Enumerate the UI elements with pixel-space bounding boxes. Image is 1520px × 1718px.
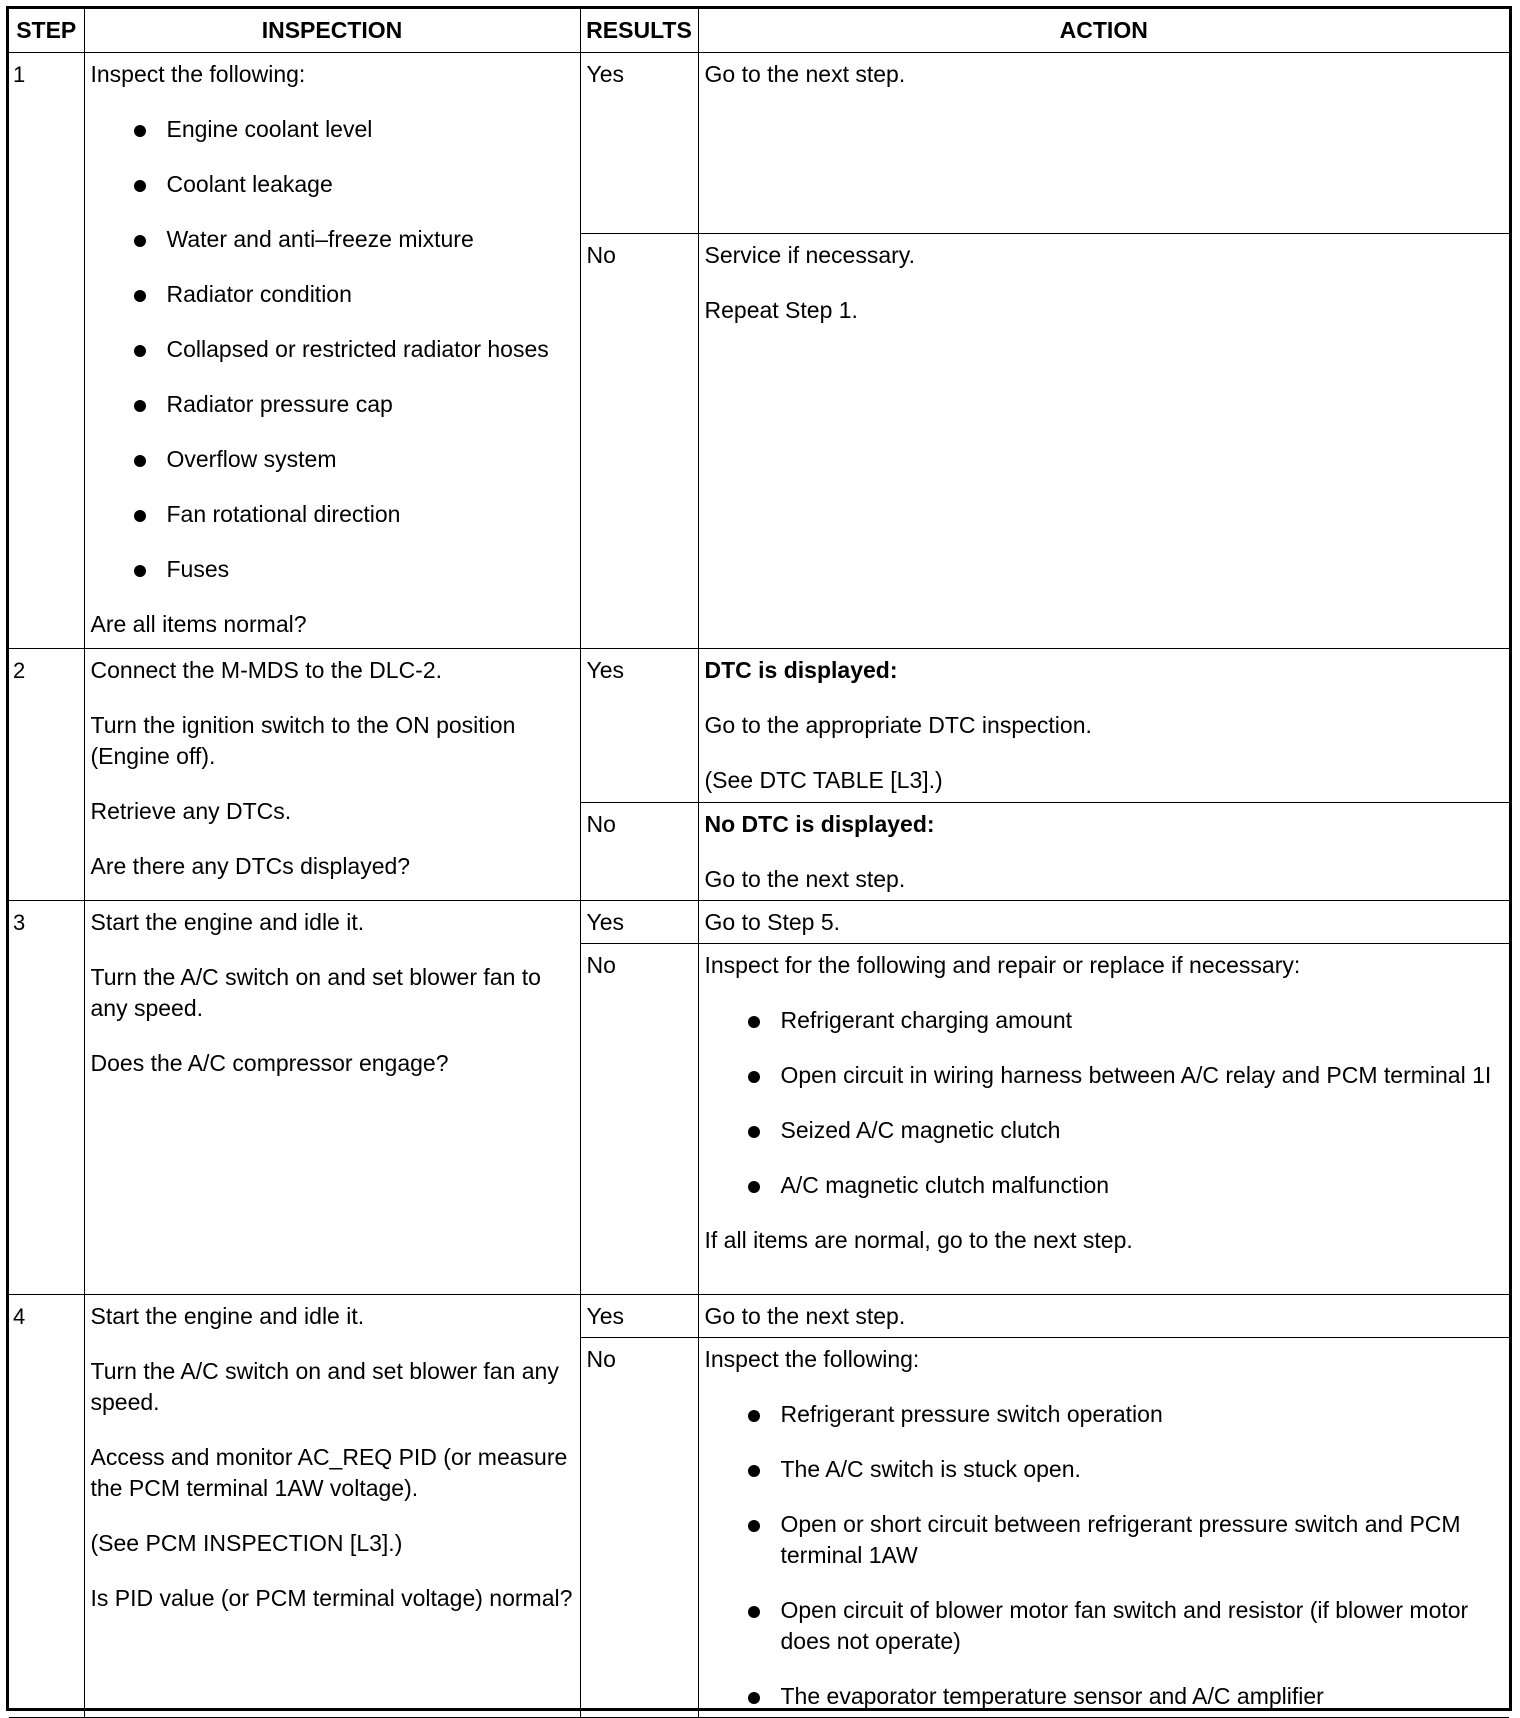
bullet-icon bbox=[134, 290, 146, 302]
list-item: The A/C switch is stuck open. bbox=[705, 1454, 1504, 1485]
action-no bbox=[698, 802, 1509, 900]
bullet-icon bbox=[134, 565, 146, 577]
step-2-yes-row bbox=[9, 648, 1509, 802]
bullet-icon bbox=[748, 1016, 760, 1028]
inspection-question: Are there any DTCs displayed? bbox=[90, 852, 411, 879]
action-intro: Inspect the following: bbox=[704, 1345, 920, 1372]
bullet-icon bbox=[134, 235, 146, 247]
list-item: Refrigerant charging amount bbox=[705, 1005, 1504, 1036]
bullet-icon bbox=[134, 400, 146, 412]
bullet-icon bbox=[748, 1410, 760, 1422]
step-1-yes-row bbox=[9, 52, 1509, 233]
step-3-yes-row bbox=[9, 900, 1509, 943]
diagnostic-table bbox=[9, 9, 1509, 1718]
list-item: Collapsed or restricted radiator hoses bbox=[91, 334, 574, 365]
list-item: Seized A/C magnetic clutch bbox=[705, 1115, 1504, 1146]
result-yes: Yes bbox=[580, 1294, 698, 1337]
list-item: Overflow system bbox=[91, 444, 574, 475]
bullet-icon bbox=[748, 1071, 760, 1083]
action-yes: Go to the next step. bbox=[698, 52, 1509, 233]
action-yes: Go to the next step. bbox=[698, 1294, 1509, 1337]
step-2-inspection bbox=[84, 648, 580, 900]
inspection-text: Retrieve any DTCs. bbox=[90, 797, 292, 824]
step-1-inspection bbox=[84, 52, 580, 648]
result-yes: Yes bbox=[580, 900, 698, 943]
header-results: RESULTS bbox=[580, 9, 698, 52]
inspection-text: (See PCM INSPECTION [L3].) bbox=[90, 1529, 403, 1556]
inspection-question: Does the A/C compressor engage? bbox=[90, 1049, 449, 1076]
inspection-question: Are all items normal? bbox=[90, 610, 307, 637]
bullet-icon bbox=[748, 1692, 760, 1704]
action-no bbox=[698, 943, 1509, 1294]
action-text: Service if necessary. bbox=[704, 241, 915, 268]
list-item: Water and anti–freeze mixture bbox=[91, 224, 574, 255]
bullet-icon bbox=[134, 510, 146, 522]
list-item: The evaporator temperature sensor and A/C amplifier bbox=[705, 1681, 1504, 1712]
header-step: STEP bbox=[9, 9, 84, 52]
list-item: Coolant leakage bbox=[91, 169, 574, 200]
list-item: Radiator condition bbox=[91, 279, 574, 310]
action-outro: If all items are normal, go to the next step. bbox=[704, 1226, 1133, 1253]
bullet-icon bbox=[134, 345, 146, 357]
list-item: A/C magnetic clutch malfunction bbox=[705, 1170, 1504, 1201]
action-title: No DTC is displayed: bbox=[704, 810, 935, 837]
bullet-icon bbox=[748, 1126, 760, 1138]
inspection-text: Turn the ignition switch to the ON position (Engine off). bbox=[90, 711, 516, 769]
list-item: Fuses bbox=[91, 554, 574, 585]
inspection-text: Turn the A/C switch on and set blower fan any speed. bbox=[90, 1357, 559, 1415]
list-item: Refrigerant pressure switch operation bbox=[705, 1399, 1504, 1430]
result-no: No bbox=[580, 943, 698, 1294]
action-text: Go to the appropriate DTC inspection. bbox=[704, 711, 1092, 738]
inspection-text: Access and monitor AC_REQ PID (or measure the PCM terminal 1AW voltage). bbox=[90, 1443, 568, 1501]
step-4-inspection bbox=[84, 1294, 580, 1717]
action-text: Repeat Step 1. bbox=[704, 296, 858, 323]
list-item: Open circuit in wiring harness between A/C relay and PCM terminal 1I bbox=[705, 1060, 1504, 1091]
result-no: No bbox=[580, 802, 698, 900]
list-item: Engine coolant level bbox=[91, 114, 574, 145]
inspection-text: Turn the A/C switch on and set blower fan to any speed. bbox=[90, 963, 541, 1021]
inspection-text: Start the engine and idle it. bbox=[90, 908, 365, 935]
header-row bbox=[9, 9, 1509, 52]
header-inspection: INSPECTION bbox=[84, 9, 580, 52]
bullet-icon bbox=[134, 125, 146, 137]
action-list bbox=[705, 1005, 1504, 1201]
action-yes: Go to Step 5. bbox=[698, 900, 1509, 943]
step-3-inspection bbox=[84, 900, 580, 1294]
list-item: Radiator pressure cap bbox=[91, 389, 574, 420]
action-yes bbox=[698, 648, 1509, 802]
result-yes: Yes bbox=[580, 52, 698, 233]
header-action: ACTION bbox=[698, 9, 1509, 52]
action-text: Go to the next step. bbox=[704, 865, 906, 892]
bullet-icon bbox=[134, 180, 146, 192]
list-item: Fan rotational direction bbox=[91, 499, 574, 530]
result-no: No bbox=[580, 233, 698, 648]
result-yes: Yes bbox=[580, 648, 698, 802]
bullet-icon bbox=[748, 1181, 760, 1193]
bullet-icon bbox=[748, 1606, 760, 1618]
step-number: 1 bbox=[9, 52, 84, 648]
inspection-intro: Inspect the following: bbox=[90, 60, 306, 87]
list-item: Open or short circuit between refrigerant pressure switch and PCM terminal 1AW bbox=[705, 1509, 1504, 1571]
bullet-icon bbox=[748, 1465, 760, 1477]
inspection-text: Start the engine and idle it. bbox=[90, 1302, 365, 1329]
bullet-icon bbox=[748, 1520, 760, 1532]
action-list bbox=[705, 1399, 1504, 1712]
inspection-text: Connect the M-MDS to the DLC-2. bbox=[90, 656, 443, 683]
step-number: 2 bbox=[9, 648, 84, 900]
inspection-document bbox=[6, 6, 1512, 1711]
list-item: Open circuit of blower motor fan switch and resistor (if blower motor does not operate) bbox=[705, 1595, 1504, 1657]
inspection-list bbox=[91, 114, 574, 585]
inspection-question: Is PID value (or PCM terminal voltage) normal? bbox=[90, 1584, 573, 1611]
bullet-icon bbox=[134, 455, 146, 467]
action-no bbox=[698, 1337, 1509, 1717]
step-4-yes-row bbox=[9, 1294, 1509, 1337]
action-text: (See DTC TABLE [L3].) bbox=[704, 766, 943, 793]
action-intro: Inspect for the following and repair or replace if necessary: bbox=[704, 951, 1301, 978]
action-title: DTC is displayed: bbox=[704, 656, 898, 683]
action-no bbox=[698, 233, 1509, 648]
result-no: No bbox=[580, 1337, 698, 1717]
step-number: 3 bbox=[9, 900, 84, 1294]
step-number: 4 bbox=[9, 1294, 84, 1717]
